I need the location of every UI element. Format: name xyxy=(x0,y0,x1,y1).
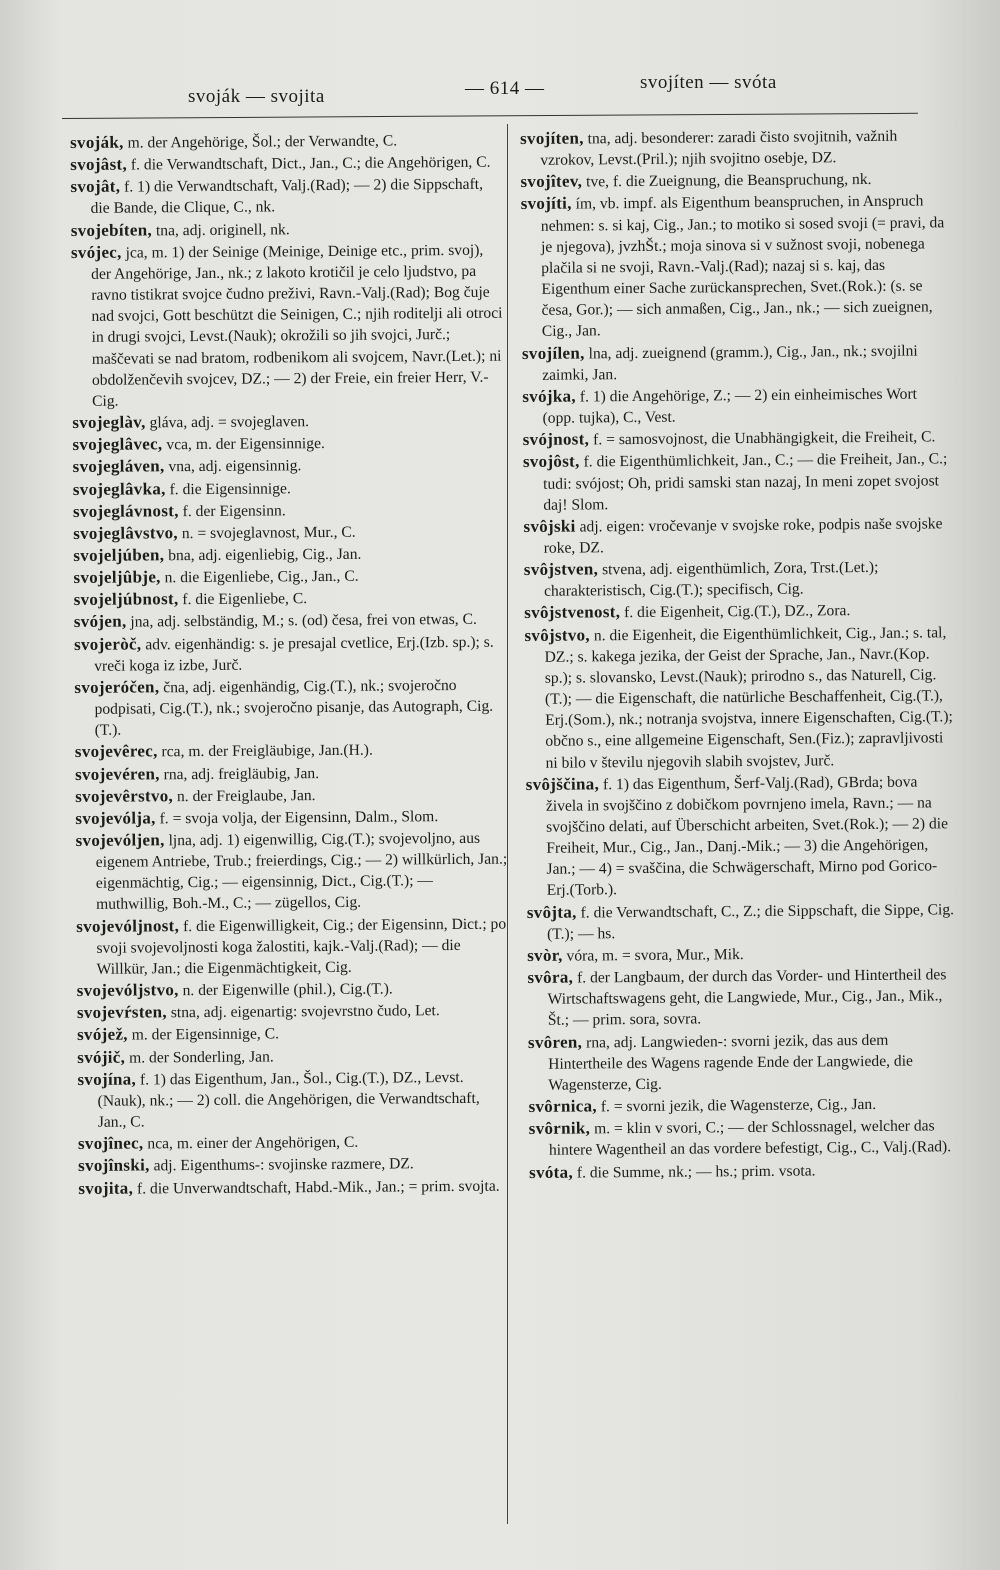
dictionary-entry xyxy=(524,621,955,774)
dictionary-entry xyxy=(70,173,502,220)
dictionary-entry xyxy=(78,1174,510,1200)
header-left-range: svoják — svojita xyxy=(188,86,325,107)
entry-headword: svôrnik, xyxy=(528,1118,591,1139)
entry-definition: f. 1) die Angehörige, Z.; — 2) ein einheimisches Wort (opp. tujka), C., Vest. xyxy=(542,385,918,427)
entry-definition: jca, m. 1) der Seinige (Meinige, Deinige etc., prim. svoj), der Angehörige, Jan., nk.; z lakoto krotičil je celo ljudstvo, pa ravno tistikrat svojce čudno preživi, Ravn.-Valj.(Rad); Bog čuje nad svojci, Gott beschützt die Seinigen, C.; njih roditelji ali otroci in drugi svojci, Levst.(Nauk); okrožili so jih svojci, Jurč.; maščevati se nad bratom, rodbenikom ali svojcem, Navr.(Let.); ni obdolženčevih svojcev, DZ.; — 2) der Freie, ein freier Herr, V.-Cig. xyxy=(91,241,503,410)
entry-definition: vóra, m. = svora, Mur., Mik. xyxy=(566,946,744,965)
entry-definition: m. der Sonderling, Jan. xyxy=(129,1047,274,1067)
right-column xyxy=(520,124,959,1183)
entry-definition: nca, m. einer der Angehörigen, C. xyxy=(147,1133,359,1153)
dictionary-entry xyxy=(74,608,506,634)
entry-headword: svôjski xyxy=(523,516,576,536)
dictionary-entry xyxy=(529,1114,959,1161)
entry-definition: f. = svorni jezik, die Wagensterze, Cig., Jan. xyxy=(600,1095,877,1116)
entry-definition: gláva, adj. = svojeglaven. xyxy=(149,413,310,432)
dictionary-entry xyxy=(76,912,508,980)
entry-headword: svóta, xyxy=(529,1162,574,1182)
entry-definition: m. der Angehörige, Šol.; der Verwandte, C. xyxy=(127,132,398,152)
entry-headword: svojeglâvec, xyxy=(72,434,163,455)
entry-definition: f. die Unverwandtschaft, Habd.-Mik., Jan.; = prim. svojta. xyxy=(136,1177,500,1198)
dictionary-entry xyxy=(528,1028,959,1096)
entry-headword: svójen, xyxy=(73,612,127,632)
dictionary-entry xyxy=(523,512,953,559)
entry-headword: svojevŕsten, xyxy=(76,1002,167,1023)
dictionary-entry xyxy=(527,963,958,1031)
entry-headword: svójec, xyxy=(70,242,122,262)
entry-definition: n. der Eigenwille (phil.), Cig.(T.). xyxy=(182,980,393,1000)
entry-headword: svojeglávnost, xyxy=(72,500,179,521)
entry-headword: svojâst, xyxy=(70,154,128,175)
entry-headword: svojeljúben, xyxy=(73,545,165,565)
dictionary-entry xyxy=(523,448,954,516)
dictionary-entry xyxy=(74,630,506,677)
entry-definition: ljna, adj. 1) eigenwillig, Cig.(T.); svojevoljno, aus eigenem Antriebe, Trub.; freierdings, Cig.; — 2) willkürlich, Jan.; eigenmächtig, Cig.; — eigensinnig, Dict., Cig.(T.); — muthwillig, Boh.-M., C.; — zügellos, Cig. xyxy=(95,829,508,914)
entry-definition: f. die Eigenwilligkeit, Cig.; der Eigensinn, Dict.; po svoji svojevoljnosti koga žalostiti, kajk.-Valj.(Rad); — die Willkür, Jan.; die Eigenmächtigkeit, Cig. xyxy=(96,915,507,978)
entry-definition: rna, adj. Langwieden-: svorni jezik, das aus dem Hintertheile des Wagens ragende Ende der Langwiede, die Wagensterze, Cig. xyxy=(548,1031,913,1094)
entry-headword: svojegláven, xyxy=(72,456,165,477)
dictionary-entry xyxy=(522,382,952,429)
entry-headword: svojeglâvstvo, xyxy=(73,522,179,543)
entry-definition: tna, adj. originell, nk. xyxy=(155,220,290,239)
entry-headword: svojeróčen, xyxy=(74,677,160,697)
entry-headword: svôrnica, xyxy=(528,1096,597,1116)
dictionary-entry xyxy=(524,555,954,602)
entry-headword: svôjstvo, xyxy=(524,625,591,645)
entry-headword: svojât, xyxy=(70,176,121,197)
header-rule xyxy=(62,113,918,119)
entry-definition: f. die Verwandtschaft, C., Z.; die Sippschaft, die Sippe, Cig.(T.); — hs. xyxy=(546,900,955,943)
entry-headword: svôjta, xyxy=(526,902,577,922)
entry-definition: tve, f. die Zueignung, die Beanspruchung, nk. xyxy=(586,171,872,191)
dictionary-entry xyxy=(529,1158,959,1184)
dictionary-entry xyxy=(526,770,957,902)
entry-definition: f. der Eigensinn. xyxy=(182,501,286,520)
dictionary-entry xyxy=(75,827,508,916)
entry-definition: m. = klin v svori, C.; — der Schlossnagel, welcher das hintere Wagentheil an das vordere befestigt, Cig., C., Valj.(Rad). xyxy=(548,1117,952,1160)
entry-definition: f. der Langbaum, der durch das Vorder- und Hintertheil des Wirtschaftswagens geht, die Langwiede, Mur., Cig., Jan., Mik., Št.; — prim. sora, sovra. xyxy=(547,966,947,1030)
entry-definition: adv. eigenhändig: s. je presajal cvetlice, Erj.(Izb. sp.); s. vreči koga iz izbe, Jurč. xyxy=(94,633,494,675)
dictionary-entry xyxy=(521,190,952,343)
entry-definition: f. die Verwandtschaft, Dict., Jan., C.; die Angehörigen, C. xyxy=(130,153,491,174)
entry-headword: svojita, xyxy=(78,1178,134,1198)
entry-headword: svojeròč, xyxy=(73,634,142,654)
entry-headword: svôra, xyxy=(527,967,574,988)
entry-definition: ím, vb. impf. als Eigenthum beanspruchen, in Anspruch nehmen: s. si kaj, Cig., Jan.; to motiko si sosed svoji (= pravi, da je njegova), jvzhŠt.; moja sinova si v sužnost svoji, nobenega plačila si ne svoji, Ravn.-Valj.(Rad); nazaj si s. kaj, das Eigenthum einer Sache zurückansprechen, Svet.(Rok.): (s. se česa, Gor.); — sich anmaßen, Cig., Jan., nk.; — sich zueignen, Cig., Jan. xyxy=(540,192,945,341)
entry-headword: svójič, xyxy=(77,1047,126,1067)
entry-headword: svòr, xyxy=(527,945,563,965)
entry-definition: n. die Eigenliebe, Cig., Jan., C. xyxy=(164,567,359,587)
entry-definition: m. der Eigensinnige, C. xyxy=(131,1025,280,1044)
entry-definition: f. die Eigenliebe, C. xyxy=(182,590,308,609)
entry-headword: svôren, xyxy=(527,1032,583,1052)
entry-headword: svojeljúbnost, xyxy=(73,589,179,610)
entry-definition: vca, m. der Eigensinnige. xyxy=(166,435,325,454)
entry-headword: svojîtev, xyxy=(520,171,583,192)
dictionary-entry xyxy=(520,124,950,171)
entry-headword: svojíti, xyxy=(520,194,572,214)
page-number: — 614 — xyxy=(465,78,545,99)
entry-headword: svójka, xyxy=(522,386,577,406)
entry-headword: svojeglâvka, xyxy=(72,478,166,499)
entry-headword: svojeljûbje, xyxy=(73,567,161,588)
dictionary-entry xyxy=(522,339,952,386)
entry-headword: svôjstvenost, xyxy=(524,602,621,623)
entry-headword: svojevêrec, xyxy=(74,741,158,762)
entry-headword: svojeglàv, xyxy=(72,412,146,433)
entry-definition: f. = samosvojnost, die Unabhängigkeit, die Freiheit, C. xyxy=(593,428,936,449)
entry-definition: adj. Eigenthums-: svojinske razmere, DZ. xyxy=(153,1155,414,1175)
entry-headword: svojevóljnost, xyxy=(76,915,180,936)
dictionary-entry xyxy=(74,673,506,741)
entry-definition: f. 1) das Eigenthum, Jan., Šol., Cig.(T.), DZ., Levst.(Nauk), nk.; — 2) coll. die Angehörigen, die Verwandtschaft, Jan., C. xyxy=(97,1068,480,1131)
entry-headword: svojína, xyxy=(77,1069,137,1089)
entry-headword: svojôst, xyxy=(522,451,580,472)
entry-definition: bna, adj. eigenliebig, Cig., Jan. xyxy=(168,545,362,565)
entry-headword: svójež, xyxy=(77,1024,128,1045)
left-column xyxy=(70,129,510,1200)
entry-definition: f. die Eigenheit, Cig.(T.), DZ., Zora. xyxy=(624,602,851,622)
entry-headword: svojevóljen, xyxy=(75,830,165,850)
entry-definition: lna, adj. zueignend (gramm.), Cig., Jan., nk.; svojilni zaimki, Jan. xyxy=(542,342,918,384)
entry-headword: svojevêrstvo, xyxy=(75,785,174,806)
entry-definition: vna, adj. eigensinnig. xyxy=(168,457,302,476)
entry-definition: f. die Eigenthümlichkeit, Jan., C.; — die Freiheit, Jan., C.; tudi: svójost; Oh, pridi samski stan nazaj, In meni zopet svojost daj! Slom. xyxy=(543,450,948,514)
entry-definition: čna, adj. eigenhändig, Cig.(T.), nk.; svojeročno podpisati, Cig.(T.), nk.; svojeročno pisanje, das Autograph, Cig.(T.). xyxy=(94,676,494,740)
entry-headword: svojíten, xyxy=(520,128,584,148)
entry-definition: jna, adj. selbständig, M.; s. (od) česa, frei von etwas, C. xyxy=(130,611,477,631)
entry-definition: n. die Eigenheit, die Eigenthümlichkeit, Cig., Jan.; s. tal, DZ.; s. kakega jezika, der Geist der Sprache, Jan., Navr.(Kop. sp.); s. slovansko, Levst.(Nauk); prirodno s., das Naturell, Cig.(T.); — die Eigenschaft, die natürliche Beschaffenheit, Cig.(T.), Erj.(Som.), nk.; notranja svojstva, innere Eigenschaften, Cig.(T.); občno s., eine allgemeine Eigenschaft, Sen.(Fiz.); zapravljivosti ni bilo v številu njegovih slabih svojstev, Jurč. xyxy=(544,623,953,772)
entry-definition: stvena, adj. eigenthümlich, Zora, Trst.(Let.); charakteristisch, Cig.(T.); specifisch, Cig. xyxy=(543,559,879,601)
entry-headword: svojînski, xyxy=(78,1155,150,1176)
entry-definition: rca, m. der Freigläubige, Jan.(H.). xyxy=(161,742,373,761)
entry-headword: svojevóljstvo, xyxy=(76,980,179,1001)
entry-headword: svojevéren, xyxy=(74,763,160,784)
entry-headword: svójnost, xyxy=(522,429,590,450)
entry-definition: adj. eigen: vročevanje v svojske roke, podpis naše svojske roke, DZ. xyxy=(543,515,943,557)
entry-headword: svojebíten, xyxy=(70,219,153,240)
header-right-range: svojíten — svóta xyxy=(640,72,777,93)
entry-definition: stna, adj. eigenartig: svojevrstno čudo, Let. xyxy=(170,1002,440,1022)
entry-definition: n. der Freiglaube, Jan. xyxy=(176,786,316,805)
page-header xyxy=(60,72,920,108)
entry-headword: svôjščina, xyxy=(525,774,600,794)
entry-headword: svojílen, xyxy=(521,343,585,363)
entry-definition: f. die Summe, nk.; — hs.; prim. vsota. xyxy=(576,1161,816,1182)
dictionary-entry xyxy=(77,1065,509,1133)
entry-definition: f. die Eigensinnige. xyxy=(169,479,291,498)
dictionary-entry xyxy=(527,898,957,945)
entry-headword: svoják, xyxy=(70,132,124,152)
entry-headword: svojînec, xyxy=(77,1133,144,1154)
entry-definition: f. 1) die Verwandtschaft, Valj.(Rad); — 2) die Sippschaft, die Bande, die Clique, C., nk. xyxy=(90,176,484,218)
entry-definition: rna, adj. freigläubig, Jan. xyxy=(163,764,320,783)
entry-definition: n. = svojeglavnost, Mur., C. xyxy=(181,523,356,542)
entry-headword: svojevólja, xyxy=(75,808,156,828)
entry-definition: f. 1) das Eigenthum, Šerf-Valj.(Rad), GBrda; bova živela in svojščino z dobičkom povrnjeno imela, Ravn.; — na svojščino delati, auf Überschicht arbeiten, Svet.(Rok.); — 2) die Freiheit, Mur., Cig., Jan., Danj.-Mik.; — 3) die Angehörigen, Jan.; — 4) = svaščina, die Schwägerschaft, Mirno pod Gorico-Erj.(Torb.). xyxy=(545,773,949,900)
entry-definition: f. = svoja volja, der Eigensinn, Dalm., Slom. xyxy=(159,807,439,828)
dictionary-entry xyxy=(71,238,504,412)
entry-headword: svôjstven, xyxy=(523,559,599,580)
entry-definition: tna, adj. besonderer: zaradi čisto svojitnih, važnih vzrokov, Levst.(Pril.); njih svojitno osebje, DZ. xyxy=(540,127,898,169)
